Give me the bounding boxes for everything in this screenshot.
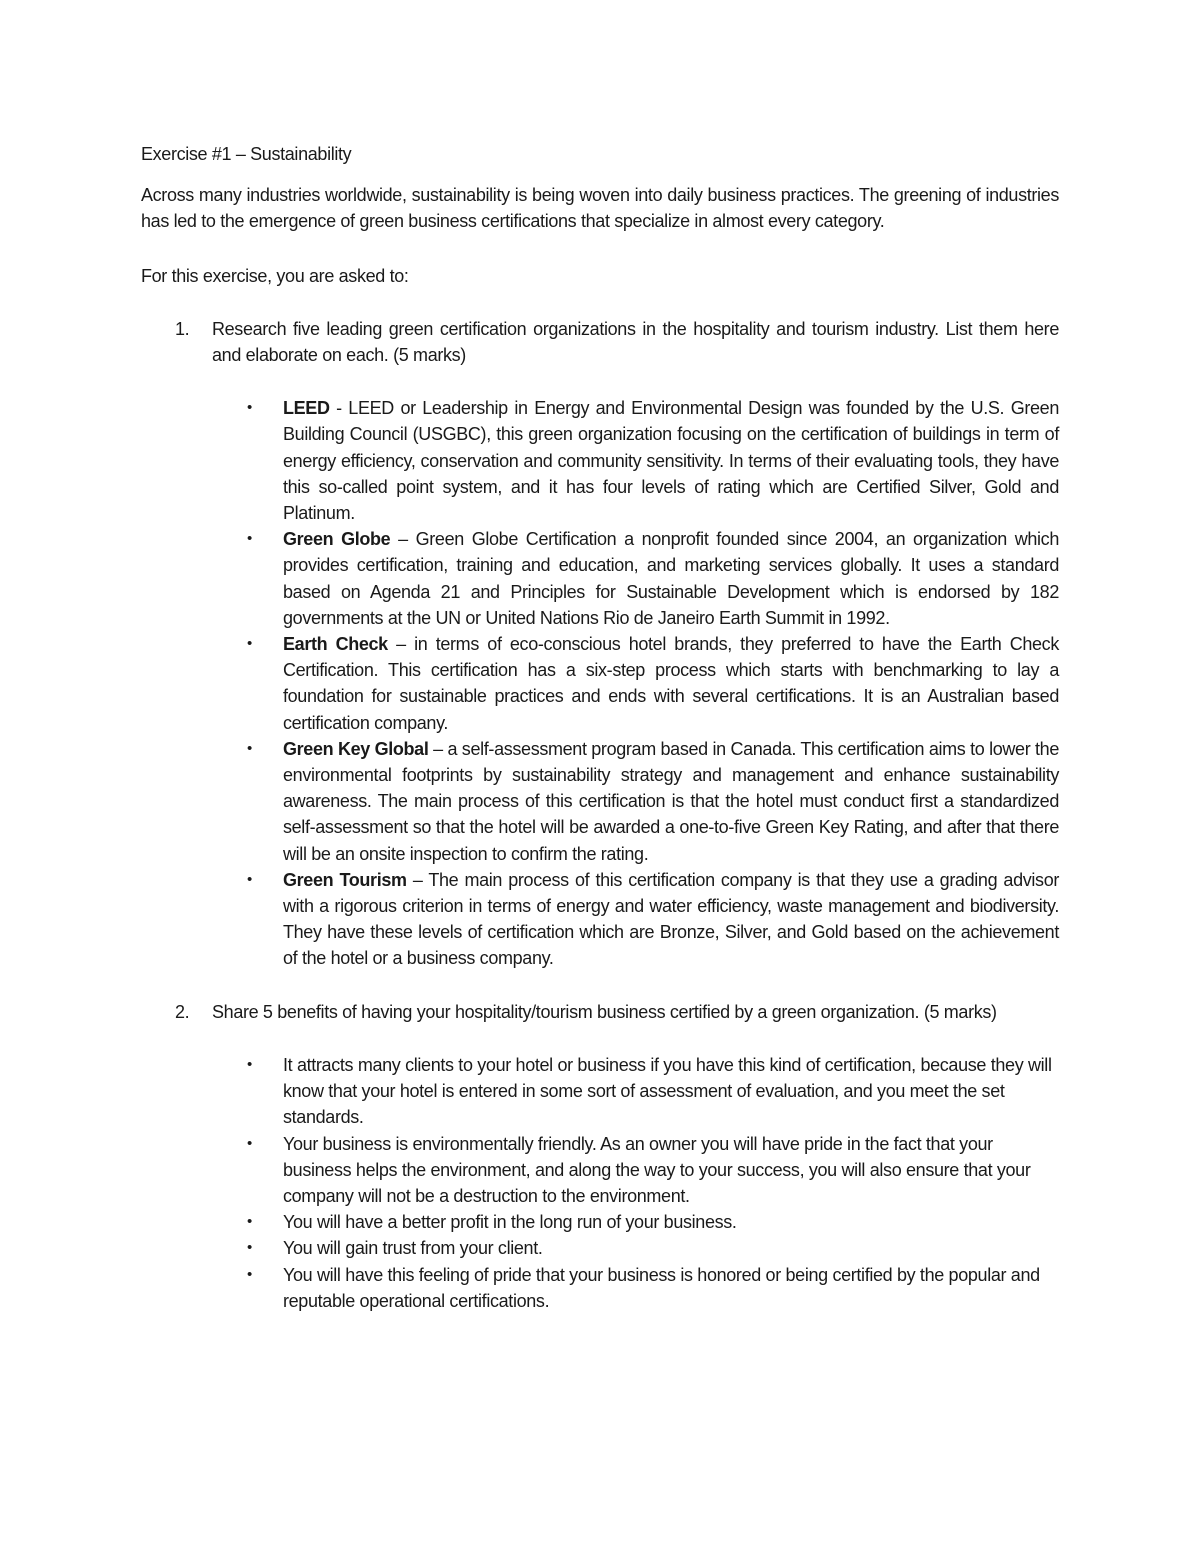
certification-term: Green Key Global: [283, 738, 429, 759]
document-title: Exercise #1 – Sustainability: [141, 144, 352, 164]
document-page: [141, 141, 1059, 1314]
certification-description: – in terms of eco-conscious hotel brands, they preferred to have the Earth Check Certification. This certification has a six-step process which starts with benchmarking to lay a foundation for sustainable practices and ends with several certifications. It is an Australian based certification company.: [283, 634, 1059, 733]
bullet-icon: •: [247, 399, 252, 417]
instruction-line: For this exercise, you are asked to:: [141, 265, 409, 286]
question-2-number: 2.: [175, 1001, 190, 1022]
certification-term: Green Tourism: [283, 869, 407, 890]
bullet-icon: •: [247, 1213, 252, 1231]
bullet-icon: •: [247, 1265, 252, 1283]
certification-list: [141, 395, 1059, 971]
benefit-text: Your business is environmentally friendly. As an owner you will have pride in the fact that your business helps the environment, and along the way to your success, you will also ensure that your company will not be a destruction to the environment.: [283, 1133, 1031, 1206]
certification-term: Green Globe: [283, 529, 391, 550]
benefit-item: [247, 1052, 1059, 1131]
bullet-icon: •: [247, 635, 252, 653]
question-1-number: 1.: [175, 318, 190, 339]
question-2: [141, 999, 1059, 1025]
benefit-item: [247, 1131, 1059, 1210]
benefits-list: [141, 1052, 1059, 1314]
benefit-text: It attracts many clients to your hotel or business if you have this kind of certification, because they will know that your hotel is entered in some sort of assessment of evaluation, and you meet the set standards.: [283, 1054, 1052, 1128]
certification-item-green-tourism: [247, 867, 1059, 972]
certification-item-leed: [247, 395, 1059, 526]
bullet-icon: •: [247, 870, 252, 888]
certification-term: Earth Check: [283, 634, 388, 655]
benefit-text: You will have this feeling of pride that your business is honored or being certified by the popular and reputable operational certifications.: [283, 1264, 1040, 1311]
benefit-item: [247, 1262, 1059, 1314]
certification-item-green-key-global: [247, 736, 1059, 867]
certification-description: – The main process of this certification company is that they use a grading advisor with a rigorous criterion in terms of energy and water efficiency, waste management and biodiversity. They have these levels of certification which are Bronze, Silver, and Gold based on the achievement of the hotel or a business company.: [283, 869, 1059, 969]
benefit-text: You will gain trust from your client.: [283, 1238, 543, 1259]
question-1-text: Research five leading green certification organizations in the hospitality and tourism industry. List them here and elaborate on each. (5 marks): [212, 318, 1059, 366]
question-1: [141, 316, 1059, 368]
bullet-icon: •: [247, 530, 252, 548]
benefit-text: You will have a better profit in the long run of your business.: [283, 1212, 737, 1233]
benefit-item: [247, 1235, 1059, 1261]
certification-description: - LEED or Leadership in Energy and Environmental Design was founded by the U.S. Green Building Council (USGBC), this green organization focusing on the certification of buildings in term of energy efficiency, conservation and community sensitivity. In terms of their evaluating tools, they have this so-called point system, and it has four levels of rating which are Certified Silver, Gold and Platinum.: [283, 398, 1059, 524]
intro-paragraph: Across many industries worldwide, sustainability is being woven into daily business practices. The greening of industries has led to the emergence of green business certifications that specialize in almost every category.: [141, 185, 1059, 232]
certification-term: LEED: [283, 398, 330, 419]
bullet-icon: •: [247, 1134, 252, 1152]
benefit-item: [247, 1209, 1059, 1235]
certification-item-earth-check: [247, 631, 1059, 736]
bullet-icon: •: [247, 1239, 252, 1257]
bullet-icon: •: [247, 1055, 252, 1073]
bullet-icon: •: [247, 739, 252, 757]
certification-description: – Green Globe Certification a nonprofit founded since 2004, an organization which provides certification, training and education, and marketing services globally. It uses a standard based on Agenda 21 and Principles for Sustainable Development which is endorsed by 182 governments at the UN or United Nations Rio de Janeiro Earth Summit in 1992.: [283, 529, 1059, 628]
question-2-text: Share 5 benefits of having your hospitality/tourism business certified by a green organization. (5 marks): [212, 1001, 997, 1022]
certification-item-green-globe: [247, 526, 1059, 631]
certification-description: – a self-assessment program based in Canada. This certification aims to lower the environmental footprints by sustainability strategy and management and enhance sustainability awareness. The main process of this certification is that the hotel must conduct first a standardized self-assessment so that the hotel will be awarded a one-to-five Green Key Rating, and after that there will be an onsite inspection to confirm the rating.: [283, 738, 1059, 864]
